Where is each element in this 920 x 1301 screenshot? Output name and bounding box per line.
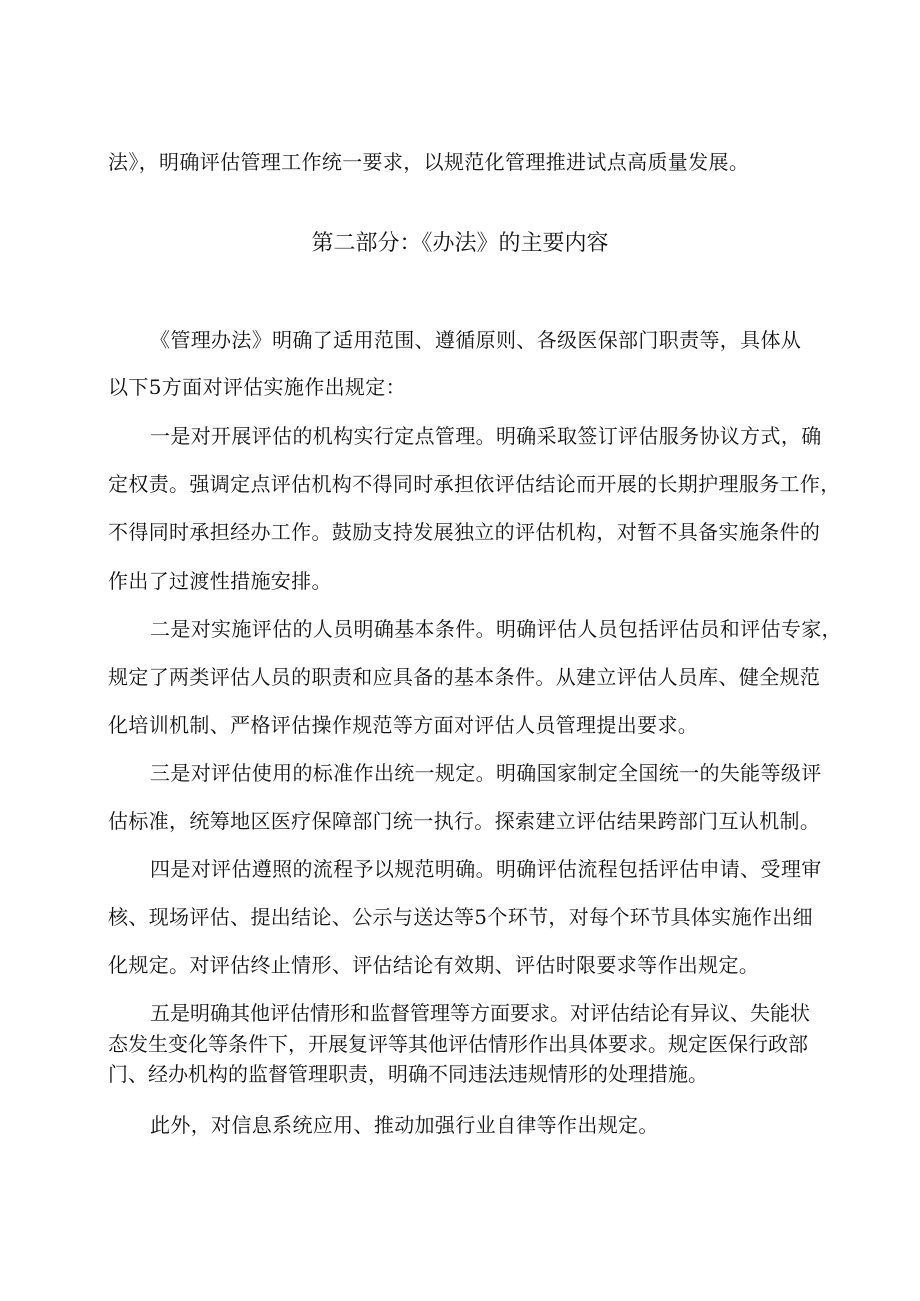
paragraph-2-line-1: 二是对实施评估的人员明确基本条件。明确评估人员包括评估员和评估专家， bbox=[150, 617, 842, 641]
paragraph-6-line-1: 此外，对信息系统应用、推动加强行业自律等作出规定。 bbox=[150, 1113, 659, 1137]
intro-line: 法》，明确评估管理工作统一要求，以规范化管理推进试点高质量发展。 bbox=[108, 150, 750, 174]
paragraph-1-line-1: 一是对开展评估的机构实行定点管理。明确采取签订评估服务协议方式，确 bbox=[150, 424, 822, 448]
paragraph-3-line-2: 估标准，统筹地区医疗保障部门统一执行。探索建立评估结果跨部门互认机制。 bbox=[108, 809, 821, 833]
paragraph-4-line-3: 化规定。对评估终止情形、评估结论有效期、评估时限要求等作出规定。 bbox=[108, 953, 760, 977]
paragraph-1-line-4: 作出了过渡性措施安排。 bbox=[108, 569, 332, 593]
section-heading: 第二部分：《办法》的主要内容 bbox=[311, 231, 609, 256]
paragraph-4-line-1: 四是对评估遵照的流程予以规范明确。明确评估流程包括评估申请、受理审 bbox=[150, 857, 822, 881]
paragraph-1-line-3: 不得同时承担经办工作。鼓励支持发展独立的评估机构，对暂不具备实施条件的 bbox=[108, 520, 821, 544]
paragraph-intro-line-1: 《管理办法》明确了适用范围、遵循原则、各级医保部门职责等，具体从 bbox=[150, 328, 802, 352]
paragraph-5-line-1: 五是明确其他评估情形和监督管理等方面要求。对评估结论有异议、失能状 bbox=[150, 1001, 810, 1025]
paragraph-3-line-1: 三是对评估使用的标准作出统一规定。明确国家制定全国统一的失能等级评 bbox=[150, 761, 822, 785]
paragraph-5-line-3: 门、经办机构的监督管理职责，明确不同违法违规情形的处理措施。 bbox=[108, 1062, 708, 1086]
paragraph-4-line-2: 核、现场评估、提出结论、公示与送达等5个环节，对每个环节具体实施作出细 bbox=[108, 905, 813, 929]
paragraph-1-line-2: 定权责。强调定点评估机构不得同时承担依评估结论而开展的长期护理服务工作， bbox=[108, 472, 841, 496]
paragraph-5-line-2: 态发生变化等条件下，开展复评等其他评估情形作出具体要求。规定医保行政部 bbox=[108, 1032, 808, 1056]
paragraph-2-line-3: 化培训机制、严格评估操作规范等方面对评估人员管理提出要求。 bbox=[108, 713, 699, 737]
paragraph-2-line-2: 规定了两类评估人员的职责和应具备的基本条件。从建立评估人员库、健全规范 bbox=[108, 665, 821, 689]
paragraph-intro-line-2: 以下5方面对评估实施作出规定： bbox=[108, 375, 406, 399]
